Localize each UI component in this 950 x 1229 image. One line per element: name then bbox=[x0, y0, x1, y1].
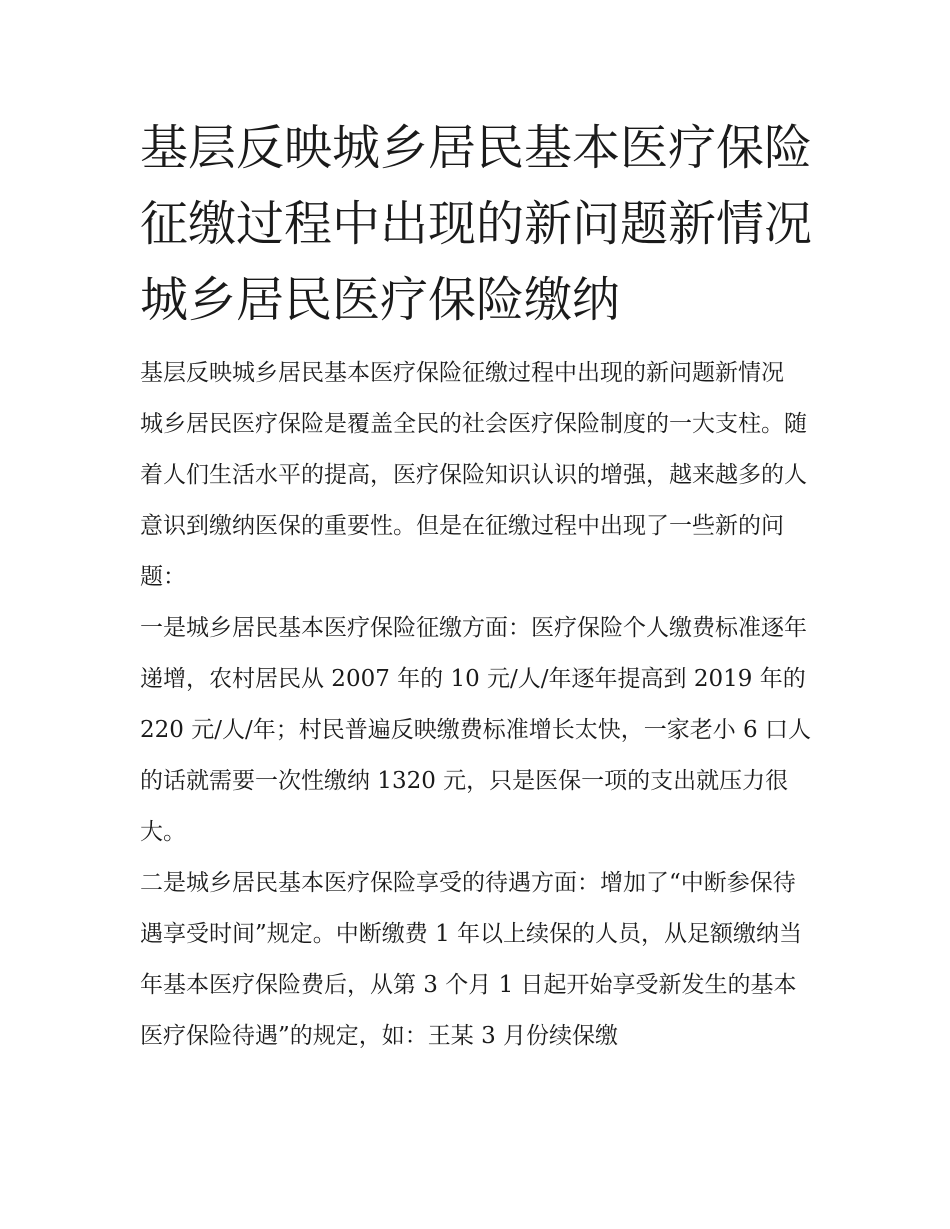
paragraph-intro: 城乡居民医疗保险是覆盖全民的社会医疗保险制度的一大支柱。随着人们生活水平的提高，医疗保险知识认识的增强，越来越多的人意识到缴纳医保的重要性。但是在征缴过程中出现了一些新的问题： bbox=[140, 411, 807, 590]
document-subtitle: 基层反映城乡居民基本医疗保险征缴过程中出现的新问题新情况 bbox=[140, 360, 784, 386]
document-page bbox=[140, 110, 812, 1062]
document-title: 基层反映城乡居民基本医疗保险征缴过程中出现的新问题新情况 城乡居民医疗保险缴纳 bbox=[140, 120, 813, 328]
paragraph-issue-two: 二是城乡居民基本医疗保险享受的待遇方面：增加了“中断参保待遇享受时间”规定。中断缴费 1 年以上续保的人员，从足额缴纳当年基本医疗保险费后，从第 3 个月 1 日起开始享受新发生的基本医疗保险待遇”的规定，如：王某 3 月份续保缴 bbox=[140, 870, 803, 1049]
paragraph-issue-one: 一是城乡居民基本医疗保险征缴方面：医疗保险个人缴费标准逐年递增，农村居民从 2007 年的 10 元/人/年逐年提高到 2019 年的 220 元/人/年；村民普遍反映缴费标准增长太快，一家老小 6 口人的话就需要一次性缴纳 1320 元，只是医保一项的支出就压力很大。 bbox=[140, 615, 811, 845]
